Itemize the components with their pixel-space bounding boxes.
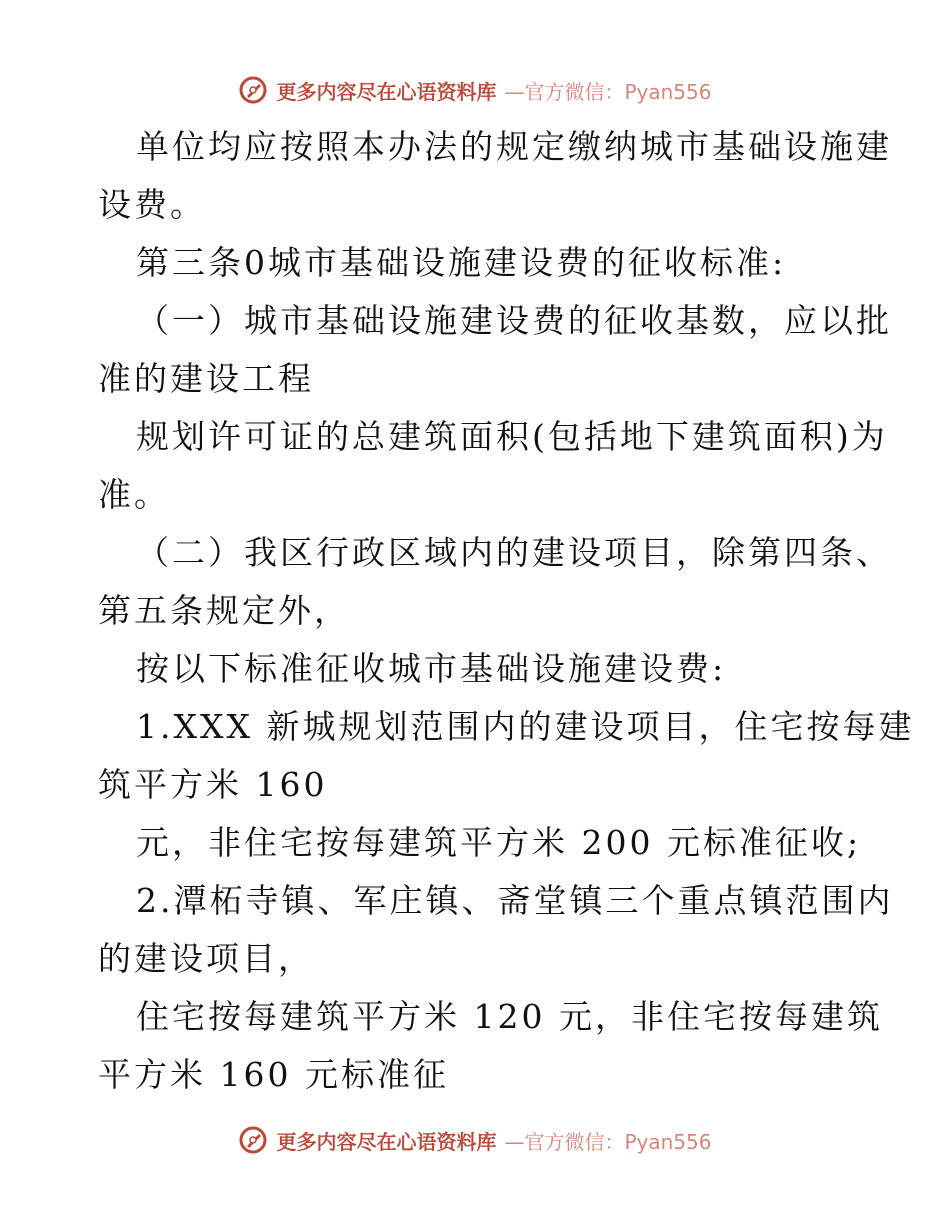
paragraph-line: 的建设项目， [98, 939, 314, 978]
list-item-line: 1.XXX 新城规划范围内的建设项目，住宅按每建 [136, 707, 915, 746]
watermark-brand-text: 更多内容尽在心语资料库 [276, 1129, 497, 1154]
paragraph-line: （一）城市基础设施建设费的征收基数，应以批 [136, 301, 892, 340]
header-watermark [0, 70, 950, 110]
paragraph-line: 筑平方米 160 [98, 765, 328, 804]
paragraph-line: 设费。 [98, 185, 206, 224]
paragraph-line: 元，非住宅按每建筑平方米 200 元标准征收; [136, 823, 862, 862]
paragraph-line: 准的建设工程 [98, 359, 314, 398]
paragraph-line: 准。 [98, 475, 170, 514]
list-item-line: 2.潭柘寺镇、军庄镇、斋堂镇三个重点镇范围内 [136, 881, 894, 920]
document-body [98, 118, 915, 1104]
pen-logo-icon [238, 1125, 268, 1155]
watermark-brand-text: 更多内容尽在心语资料库 [276, 79, 497, 104]
paragraph-line: 第五条规定外， [98, 591, 350, 630]
paragraph-line: 单位均应按照本办法的规定缴纳城市基础设施建 [136, 127, 892, 166]
paragraph-line: 按以下标准征收城市基础设施建设费: [136, 649, 727, 688]
watermark-wechat-text: —官方微信：Pyan556 [504, 79, 712, 104]
paragraph-line: 平方米 160 元标准征 [98, 1055, 449, 1094]
footer-watermark [0, 1120, 950, 1160]
paragraph-line: 规划许可证的总建筑面积(包括地下建筑面积)为 [136, 417, 888, 456]
paragraph-line: （二）我区行政区域内的建设项目，除第四条、 [136, 533, 892, 572]
paragraph-line: 住宅按每建筑平方米 120 元，非住宅按每建筑 [136, 997, 883, 1036]
watermark-wechat-text: —官方微信：Pyan556 [504, 1129, 712, 1154]
article-heading-line: 第三条0城市基础设施建设费的征收标准: [136, 243, 787, 282]
pen-logo-icon [238, 75, 268, 105]
